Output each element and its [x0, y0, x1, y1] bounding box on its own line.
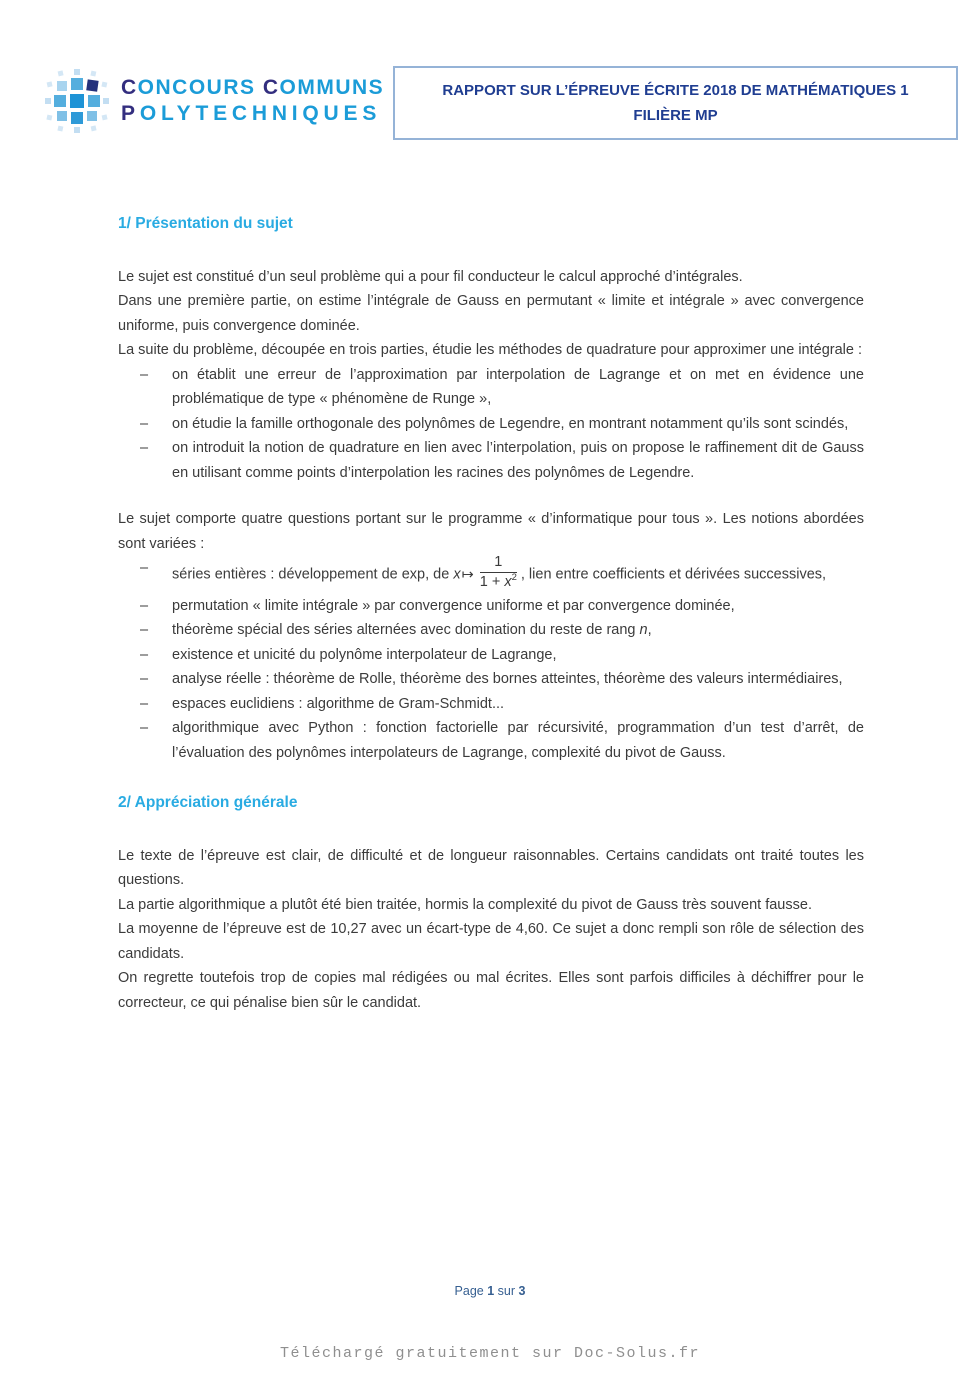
section-1-heading: 1/ Présentation du sujet	[118, 215, 293, 232]
ccp-logo-text	[121, 75, 384, 127]
page-label: Page	[454, 1284, 484, 1298]
math-var-n: n	[639, 622, 648, 639]
logo-initial: P	[121, 102, 140, 125]
document-body	[118, 212, 864, 1015]
paragraph: Le texte de l’épreuve est clair, de difficulté et de longueur raisonnables. Certains candidats ont traité toutes les questions.	[118, 847, 864, 889]
list-item-text: on établit une erreur de l’approximation par interpolation de Lagrange et on met en évidence une problématique de type « phénomène de Runge »,	[172, 366, 864, 407]
list-item	[140, 716, 864, 765]
rang-tail: ,	[647, 622, 652, 639]
math-var-x: x	[504, 574, 512, 591]
report-title-line1: RAPPORT SUR L’ÉPREUVE ÉCRITE 2018 DE MATHÉMATIQUES 1	[442, 82, 909, 99]
list-item-text: on étudie la famille orthogonale des polynômes de Legendre, en montrant notamment qu’ils sont scindés,	[172, 415, 849, 432]
list-item	[140, 363, 864, 412]
download-watermark: Téléchargé gratuitement sur Doc-Solus.fr	[279, 1345, 701, 1362]
list-item-text: algorithmique avec Python : fonction factorielle par récursivité, programmation d’un test d’arrêt, de l’évaluation des polynômes interpolateurs de Lagrange, complexité du pivot de Gauss.	[172, 720, 864, 761]
formula-before: séries entières : développement de exp, de	[172, 566, 454, 583]
list-item	[140, 594, 864, 619]
section-2-heading: 2/ Appréciation générale	[118, 794, 298, 812]
dash-bullet: –	[140, 622, 149, 639]
page-current: 1	[487, 1284, 495, 1298]
dash-bullet: –	[140, 415, 149, 432]
list-item	[140, 667, 864, 692]
dash-bullet: –	[140, 597, 149, 614]
page-total: 3	[518, 1284, 526, 1298]
list-item-text: existence et unicité du polynôme interpolateur de Lagrange,	[172, 646, 557, 663]
page-number-footer	[0, 1284, 980, 1298]
report-title-line2: FILIÈRE MP	[633, 107, 718, 124]
fraction-denominator	[480, 573, 517, 591]
page-separator: sur	[497, 1284, 516, 1298]
paragraph: Le sujet comporte quatre questions portant sur le programme « d’informatique pour tous ». Les notions abordées sont variées :	[118, 511, 864, 552]
logo-word: OMMUNS	[279, 76, 385, 99]
dash-bullet: –	[140, 560, 149, 576]
logo-line-2	[121, 101, 384, 127]
dash-bullet: –	[140, 695, 149, 712]
logo-initial: C	[121, 76, 138, 99]
report-title-box	[393, 66, 958, 140]
exponent: 2	[511, 572, 517, 584]
list-item-text: analyse réelle : théorème de Rolle, théorème des bornes atteintes, théorème des valeurs intermédiaires,	[172, 671, 843, 688]
list-item-text: on introduit la notion de quadrature en lien avec l’interpolation, puis on propose le raffinement dit de Gauss en utilisant comme points d’interpolation les racines des polynômes de Legendre.	[172, 440, 864, 481]
rang-text: théorème spécial des séries alternées avec domination du reste de rang	[172, 622, 640, 639]
list-item	[140, 436, 864, 485]
logo-initial: C	[262, 76, 280, 99]
fraction	[480, 554, 517, 592]
list-item-text	[172, 618, 864, 643]
paragraph: La suite du problème, découpée en trois parties, étudie les méthodes de quadrature pour approximer une intégrale :	[118, 342, 862, 358]
list-item	[140, 412, 864, 437]
fraction-numerator: 1	[480, 554, 517, 573]
paragraph: Le sujet est constitué d’un seul problème qui a pour fil conducteur le calcul approché d’intégrales.	[118, 268, 743, 285]
math-var-x: x	[453, 566, 461, 583]
ccp-logo	[44, 68, 384, 134]
globe-logo-icon	[44, 68, 110, 134]
paragraph: On regrette toutefois trop de copies mal rédigées ou mal écrites. Elles sont parfois difficiles à déchiffrer pour le correcteur, ce qui pénalise bien sûr le candidat.	[118, 970, 864, 1011]
list-item-text: permutation « limite intégrale » par convergence uniforme et par convergence dominée,	[172, 597, 735, 614]
dash-bullet: –	[140, 646, 149, 663]
paragraph: Dans une première partie, on estime l’intégrale de Gauss en permutant « limite et intégrale » avec convergence uniforme, puis convergence dominée.	[118, 293, 864, 334]
denominator-text: 1 +	[479, 574, 505, 591]
mapsto-symbol: ↦	[461, 566, 474, 583]
dash-bullet: –	[140, 671, 149, 688]
dash-bullet: –	[140, 366, 149, 383]
list-item	[140, 618, 864, 643]
list-item	[140, 692, 864, 717]
dash-bullet: –	[140, 720, 149, 737]
list-item-text: espaces euclidiens : algorithme de Gram-Schmidt...	[172, 695, 505, 712]
paragraph: La moyenne de l’épreuve est de 10,27 avec un écart-type de 4,60. Ce sujet a donc rempli son rôle de sélection des candidats.	[118, 921, 864, 962]
formula-after: , lien entre coefficients et dérivées successives,	[520, 566, 827, 583]
dash-bullet: –	[140, 440, 149, 456]
list-item	[140, 643, 864, 668]
logo-line-1	[121, 75, 384, 101]
list-item-text	[172, 556, 864, 594]
paragraph: La partie algorithmique a plutôt été bien traitée, hormis la complexité du pivot de Gauss très souvent fausse.	[118, 896, 812, 913]
list-item-formula	[140, 556, 864, 594]
logo-word: OLYTECHNIQUES	[139, 102, 382, 125]
logo-word: ONCOURS	[137, 76, 256, 99]
